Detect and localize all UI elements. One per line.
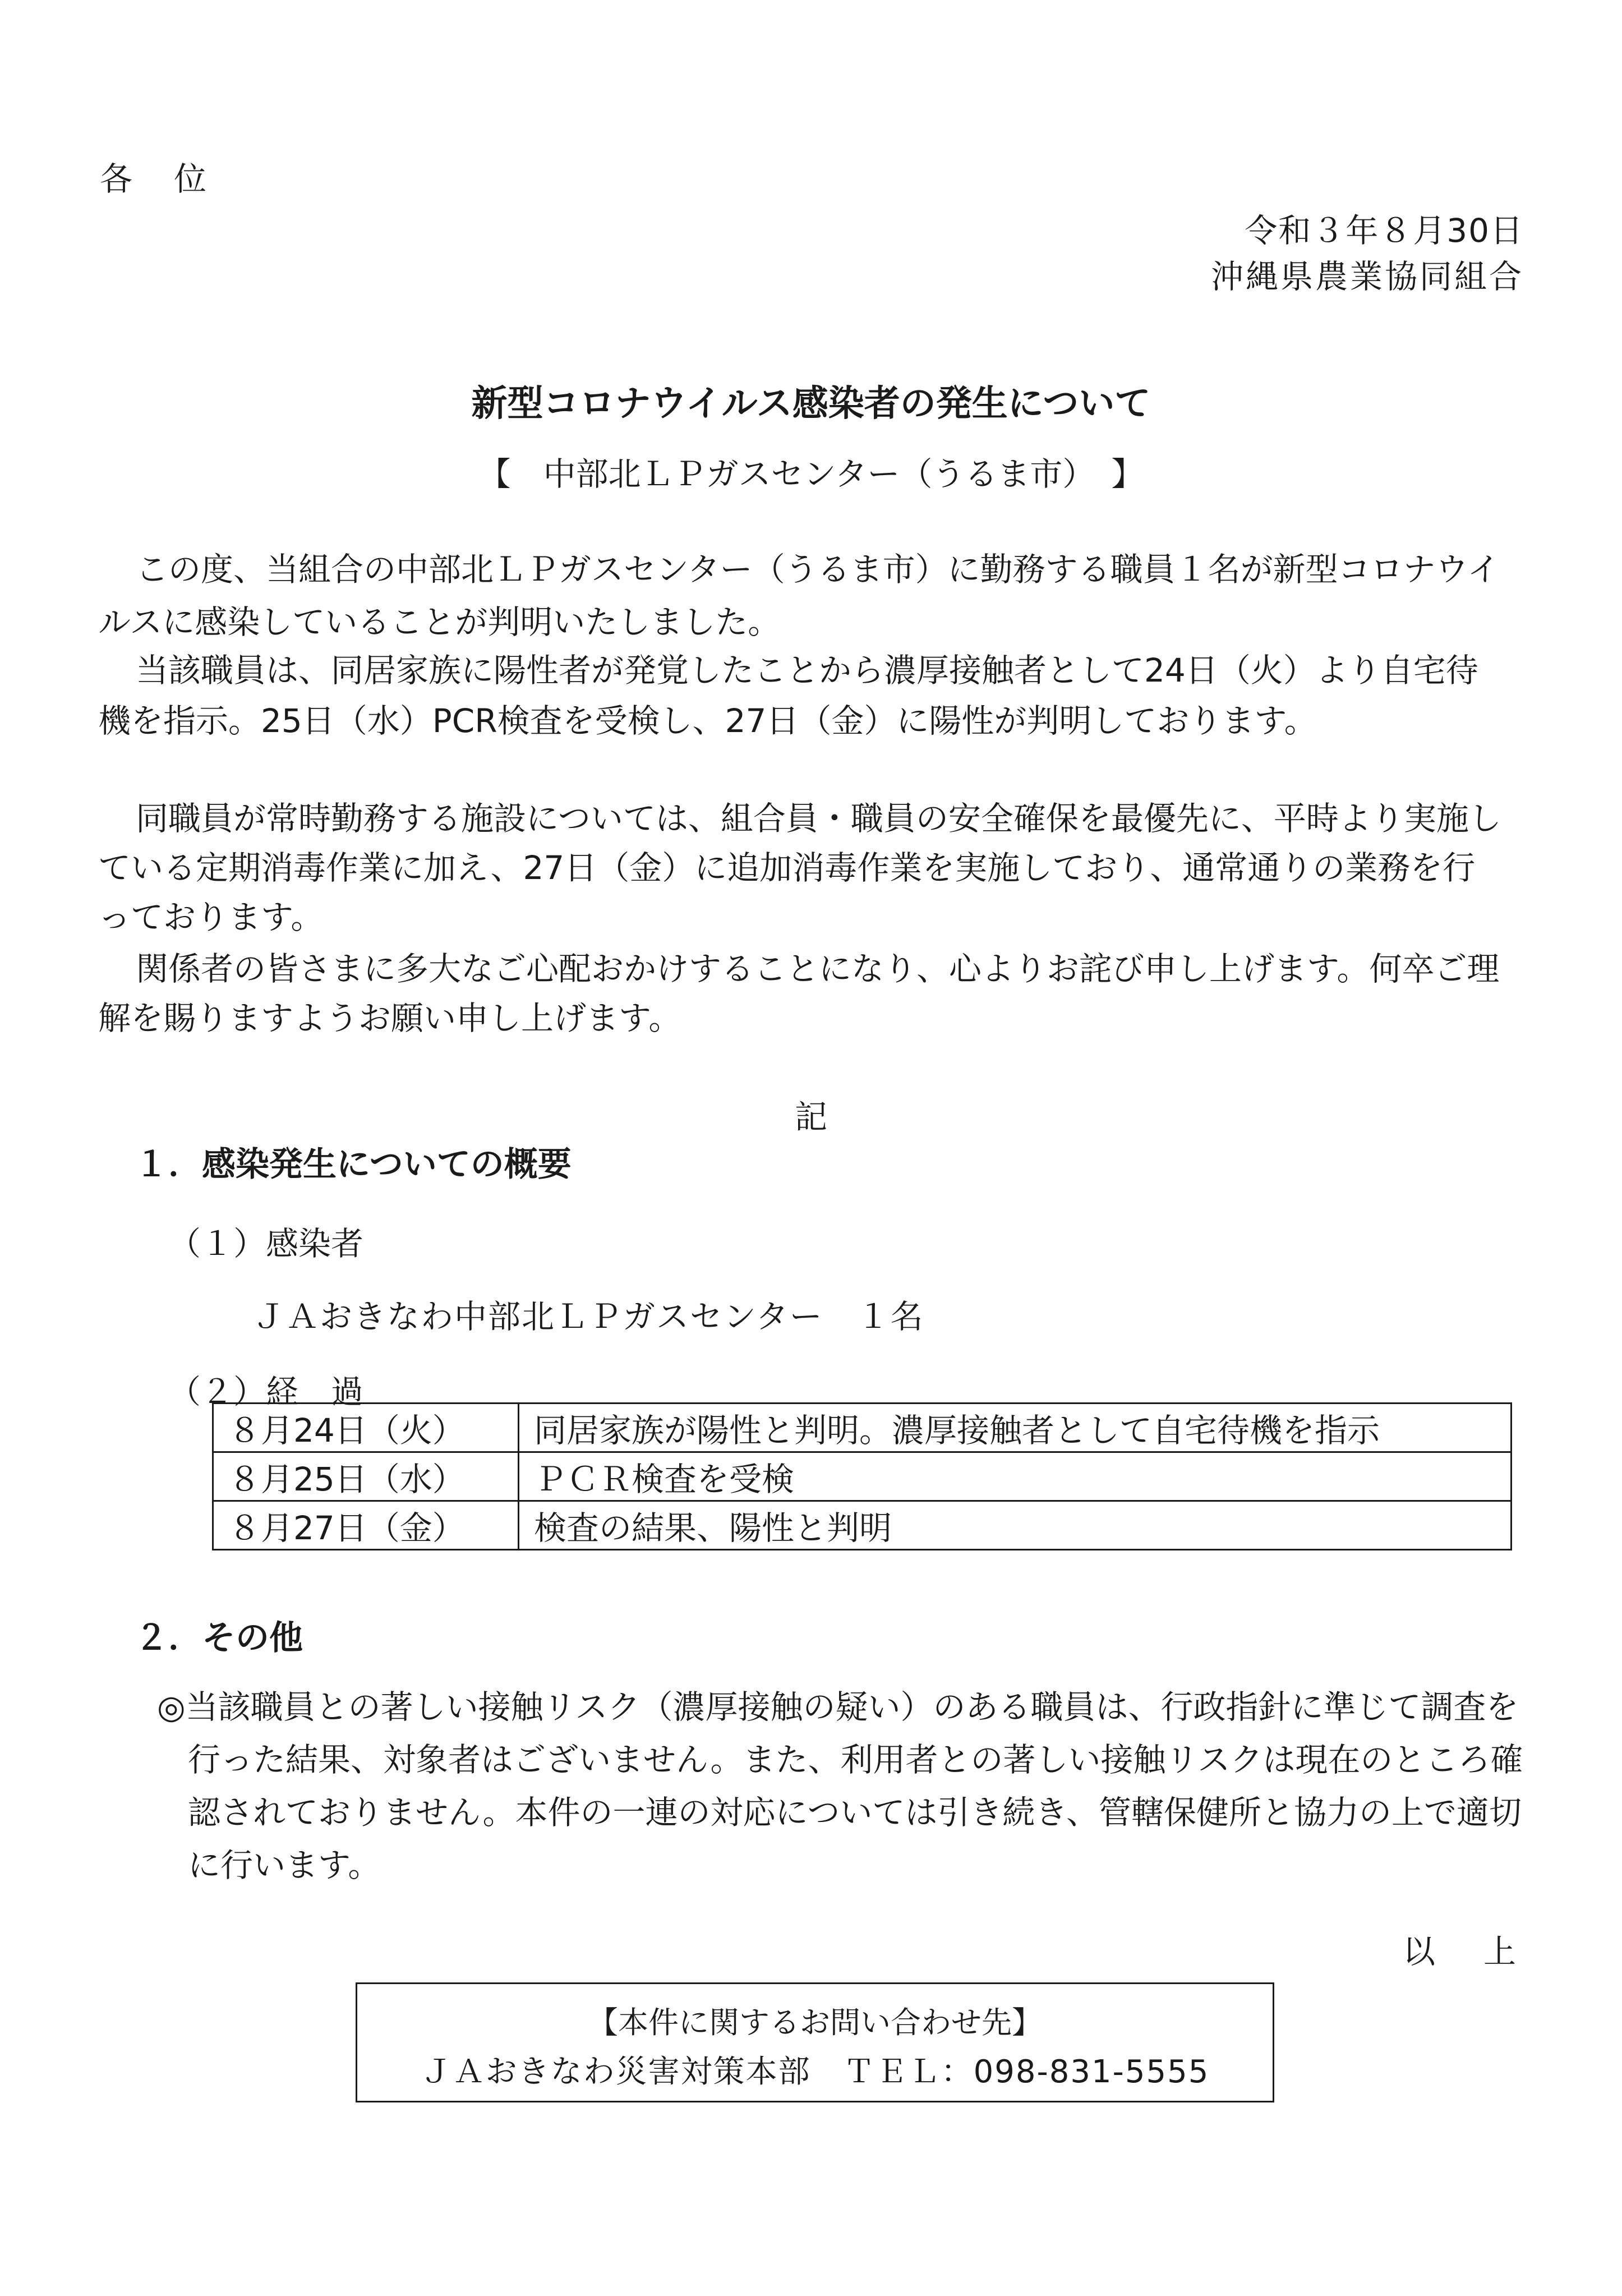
paragraph-1-line-1: この度、当組合の中部北ＬＰガスセンター（うるま市）に勤務する職員１名が新型コロナウイ <box>136 550 1500 588</box>
other-line-3: 認されておりません。本件の一連の対応については引き続き、管轄保健所と協力の上で適切 <box>188 1793 1522 1832</box>
section-1-heading: １．感染発生についての概要 <box>135 1145 572 1184</box>
contact-title: 【本件に関するお問い合わせ先】 <box>588 2005 1042 2040</box>
timeline-event: 検査の結果、陽性と判明 <box>519 1501 1512 1550</box>
issue-date: 令和３年８月30日 <box>1245 211 1524 250</box>
paragraph-4-line-2: 解を賜りますようお願い申し上げます。 <box>98 999 681 1037</box>
timeline-date: ８月27日（金） <box>213 1501 519 1550</box>
table-row <box>213 1501 1512 1550</box>
infected-detail: ＪＡおきなわ中部北ＬＰガスセンター １名 <box>252 1297 924 1336</box>
paragraph-1-line-2: ルスに感染していることが判明いたしました。 <box>98 603 781 641</box>
other-line-4: に行います。 <box>188 1846 381 1884</box>
timeline-date: ８月24日（火） <box>213 1404 519 1452</box>
contact-phone-line: ＪＡおきなわ災害対策本部 ＴＥＬ：098-831-5555 <box>420 2054 1210 2090</box>
timeline-date: ８月25日（水） <box>213 1452 519 1501</box>
paragraph-3-line-1: 同職員が常時勤務する施設については、組合員・職員の安全確保を最優先に、平時より実施し <box>136 799 1501 838</box>
progress-label: （２）経 過 <box>168 1373 364 1411</box>
timeline-event: 同居家族が陽性と判明。濃厚接触者として自宅待機を指示 <box>519 1404 1512 1452</box>
document-subtitle: 【 中部北ＬＰガスセンター（うるま市） 】 <box>478 455 1144 493</box>
timeline-table <box>212 1402 1512 1550</box>
addressee: 各 位 <box>100 160 211 198</box>
ki-marker: 記 <box>794 1098 827 1136</box>
section-2-heading: ２．その他 <box>135 1618 303 1658</box>
document-title: 新型コロナウイルス感染者の発生について <box>471 383 1151 425</box>
table-row <box>213 1452 1512 1501</box>
paragraph-2-line-2: 機を指示。25日（水）PCR検査を受検し、27日（金）に陽性が判明しております。 <box>98 702 1317 740</box>
paragraph-3-line-3: っております。 <box>98 898 324 936</box>
timeline-event: ＰＣＲ検査を受検 <box>519 1452 1512 1501</box>
paragraph-4-line-1: 関係者の皆さまに多大なご心配おかけすることになり、心よりお詫び申し上げます。何卒ご理 <box>136 950 1500 988</box>
organization-name: 沖縄県農業協同組合 <box>1210 257 1524 296</box>
infected-label: （１）感染者 <box>168 1225 364 1263</box>
closing-mark: 以 上 <box>1402 1932 1524 1971</box>
paragraph-3-line-2: ている定期消毒作業に加え、27日（金）に追加消毒作業を実施しており、通常通りの業務を行 <box>98 849 1476 887</box>
other-line-2: 行った結果、対象者はございません。また、利用者との著しい接触リスクは現在のところ確 <box>188 1741 1523 1779</box>
paragraph-2-line-1: 当該職員は、同居家族に陽性者が発覚したことから濃厚接触者として24日（火）より自宅待 <box>136 651 1478 689</box>
contact-box <box>356 1982 1274 2102</box>
other-line-1: ◎当該職員との著しい接触リスク（濃厚接触の疑い）のある職員は、行政指針に準じて調査を <box>157 1688 1519 1726</box>
table-row <box>213 1404 1512 1452</box>
